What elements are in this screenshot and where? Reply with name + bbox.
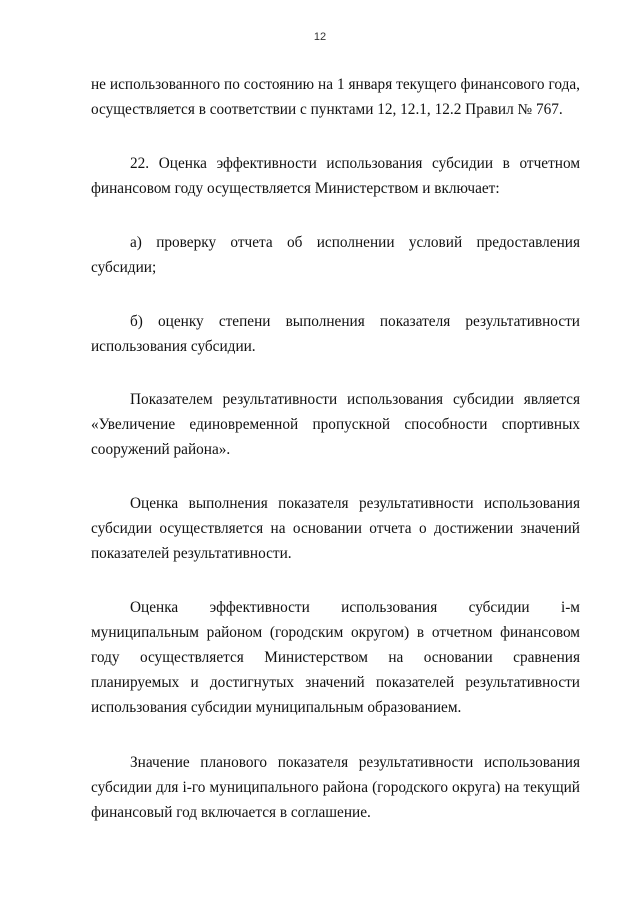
- paragraph-efficiency-evaluation: Оценка эффективности использования субсидии i-м муниципальным районом (городским округом) в отчетном финансовом году осуществляется Министерством на основании сравнения планируемых и достигнутых значений показателей результативности использования субсидии муниципальным образованием.: [91, 599, 580, 716]
- paragraph-planned-value: Значение планового показателя результативности использования субсидии для i-го муниципального района (городского округа) на текущий финансовый год включается в соглашение.: [91, 754, 580, 821]
- paragraph-indicator-evaluation: Оценка выполнения показателя результативности использования субсидии осуществляется на основании отчета о достижении значений показателей результативности.: [91, 495, 580, 562]
- page-number: 12: [313, 31, 327, 43]
- paragraph-subitem-a: а) проверку отчета об исполнении условий предоставления субсидии;: [91, 234, 580, 276]
- paragraph-item-22: 22. Оценка эффективности использования субсидии в отчетном финансовом году осуществляется Министерством и включает:: [91, 155, 580, 197]
- paragraph-indicator: Показателем результативности использования субсидии является «Увеличение единовременной пропускной способности спортивных сооружений района».: [91, 391, 580, 458]
- paragraph-continuation: не использованного по состоянию на 1 января текущего финансового года, осуществляется в соответствии с пунктами 12, 12.1, 12.2 Правил № 767.: [91, 76, 580, 118]
- paragraph-subitem-b: б) оценку степени выполнения показателя результативности использования субсидии.: [91, 313, 580, 355]
